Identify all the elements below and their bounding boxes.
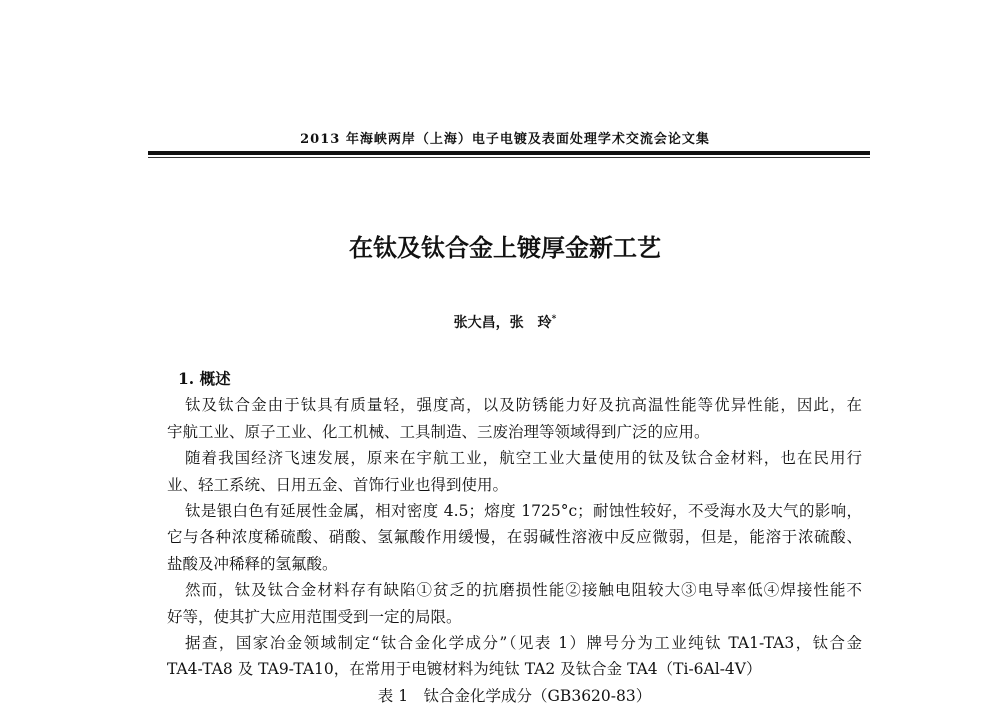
header-rule-thick	[148, 151, 870, 155]
body-text	[167, 366, 862, 709]
text-line: 好等，使其扩大应用范围受到一定的局限。	[167, 607, 462, 626]
text-line: 宇航工业、原子工业、化工机械、工具制造、三废治理等领域得到广泛的应用。	[167, 422, 710, 441]
paragraph	[167, 630, 862, 683]
paragraph	[167, 445, 862, 498]
text-line: 钛及钛合金由于钛具有质量轻，强度高，以及防锈能力好及抗高温性能等优异性能，因此，在	[185, 396, 862, 415]
section-heading: 1. 概述	[178, 369, 231, 388]
text-line: 业、轻工系统、日用五金、首饰行业也得到使用。	[167, 475, 509, 494]
table-caption: 表 1 钛合金化学成分（GB3620-83）	[377, 686, 652, 705]
running-header: 2013 年海峡两岸（上海）电子电镀及表面处理学术交流会论文集	[300, 132, 710, 147]
header-rule-thin	[148, 157, 870, 158]
text-line: 钛是银白色有延展性金属，相对密度 4.5；熔度 1725°c；耐蚀性较好，不受海水及大气的影响，	[185, 501, 862, 520]
paragraph	[167, 577, 862, 630]
authors	[0, 312, 1000, 332]
paper-title: 在钛及钛合金上镀厚金新工艺	[349, 233, 661, 262]
paragraph	[167, 498, 862, 577]
text-line: 据查，国家冶金领域制定“钛合金化学成分”（见表 1）牌号分为工业纯钛 TA1-TA3，钛合金	[185, 633, 862, 652]
text-line: 盐酸及冲稀释的氢氟酸。	[167, 554, 338, 573]
author-mark: *	[551, 314, 557, 325]
paragraph	[167, 392, 862, 445]
text-line: 然而，钛及钛合金材料存有缺陷①贫乏的抗磨损性能②接触电阻较大③电导率低④焊接性能不	[185, 581, 862, 600]
author-names: 张大昌，张 玲	[453, 315, 552, 331]
text-line: 随着我国经济飞速发展，原来在宇航工业，航空工业大量使用的钛及钛合金材料，也在民用行	[185, 449, 862, 468]
text-line: TA4-TA8 及 TA9-TA10，在常用于电镀材料为纯钛 TA2 及钛合金 TA4（Ti-6Al-4V）	[167, 660, 762, 679]
text-line: 它与各种浓度稀硫酸、硝酸、氢氟酸作用缓慢，在弱碱性溶液中反应微弱，但是，能溶于浓硫酸、	[167, 528, 862, 547]
